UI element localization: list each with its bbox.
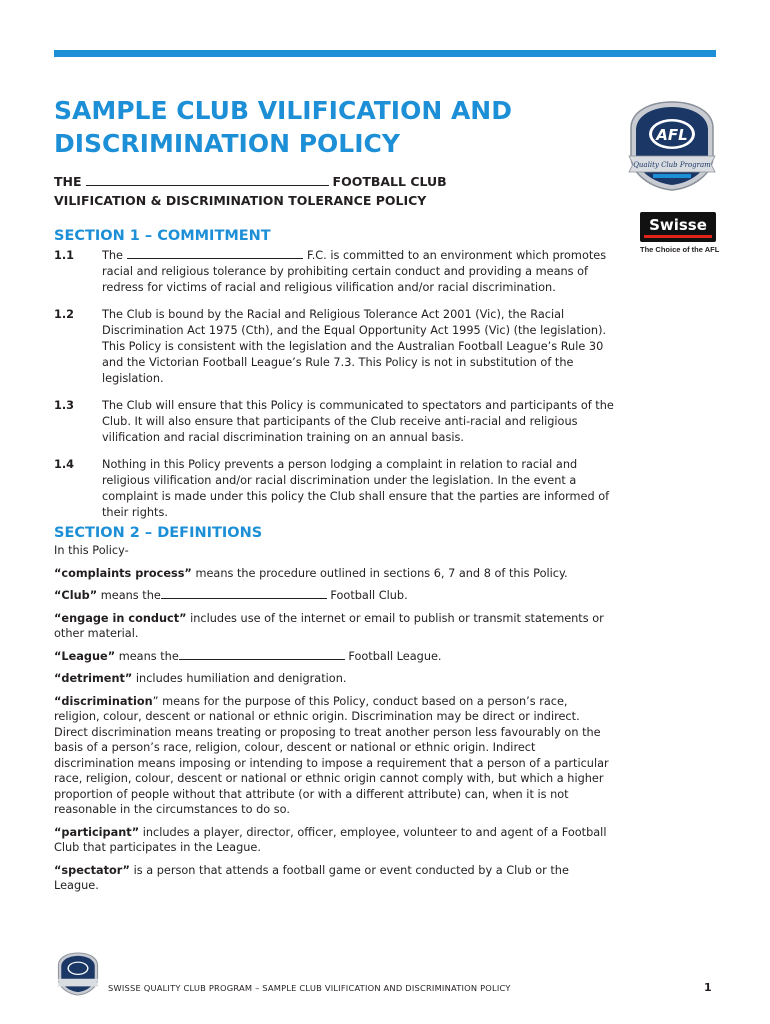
definition-league (54, 649, 614, 665)
definition-pre: means the (115, 649, 179, 663)
top-blue-rule (54, 50, 716, 57)
badge-ribbon-text: Quality Club Program (633, 161, 711, 169)
definition-text: includes a player, director, officer, employee, volunteer to and agent of a Football Club that participates in the League. (54, 825, 607, 854)
clause-body: F.C. is committed to an environment which promotes racial and religious tolerance by prohibiting certain conduct and providing a means of redress for victims of racial and religious vilification and/or racial discrimination. (102, 249, 607, 294)
definition-text: includes use of the internet or email to publish or transmit statements or other material. (54, 611, 604, 640)
afl-quality-club-badge (627, 100, 717, 192)
badge-afl-label: AFL (656, 126, 688, 144)
definition-text: Football Club. (326, 589, 408, 602)
clause-the: The (102, 249, 124, 262)
definition-spectator (54, 863, 614, 894)
definition-pre: means the (97, 589, 161, 602)
fc-name-blank (127, 257, 303, 259)
swisse-sponsor-logo (640, 212, 720, 254)
page-title (54, 94, 574, 160)
definitions-intro: In this Policy- (54, 544, 129, 557)
clause-number: 1.4 (54, 458, 75, 471)
subtitle-the: THE (54, 174, 82, 189)
policy-subtitle (54, 172, 614, 210)
definition-term: “discrimination (54, 694, 153, 708)
definition-term: “Club” (54, 589, 98, 602)
definition-complaints-process (54, 566, 614, 582)
clause-number: 1.3 (54, 399, 75, 412)
definition-term: “participant” (54, 825, 140, 839)
definition-text: includes humiliation and denigration. (132, 672, 347, 685)
clause-1-3 (54, 398, 614, 446)
footer-afl-badge (56, 952, 100, 996)
subtitle-football-club: FOOTBALL CLUB (332, 174, 447, 189)
definition-term: “detriment” (54, 672, 133, 685)
section-1-heading: SECTION 1 – COMMITMENT (54, 228, 271, 244)
clause-text: The Club is bound by the Racial and Religious Tolerance Act 2001 (Vic), the Racial Discrimination Act 1975 (Cth), and the Equal Opportunity Act 1995 (Vic) (the legislation). This Policy is consistent with the legislation and the Australian Football League’s Rule 30 and the Victorian Football League’s Rule 7.3. This Policy is not in substitution of the legislation. (102, 308, 607, 385)
definition-text: is a person that attends a football game or event conducted by a Club or the League. (54, 863, 569, 892)
definition-term: “League” (54, 649, 116, 663)
subtitle-line-2: VILIFICATION & DISCRIMINATION TOLERANCE POLICY (54, 193, 427, 208)
swisse-name: Swisse (649, 216, 707, 234)
league-blank (179, 658, 345, 660)
section-2-heading: SECTION 2 – DEFINITIONS (54, 525, 263, 541)
definition-engage-in-conduct (54, 611, 614, 642)
clause-number: 1.2 (54, 308, 75, 321)
definition-discrimination (54, 694, 614, 818)
definition-club (54, 588, 614, 604)
definition-text: ” means for the purpose of this Policy, conduct based on a person’s race, religion, colour, descent or national or ethnic origin. Discrimination may be direct or indirect. Direct discrimination means treating or proposing to treat another person less favourably on the basis of a person’s race, religion, colour, descent or national or ethnic origin. Indirect discrimination means imposing or intending to impose a requirement that a person of a particular race, religion, colour, descent or national or ethnic origin cannot comply with, but which a higher proportion of people without that attribute (or with a different attribute) can, when it is not reasonable in the circumstances to do so. (54, 694, 609, 816)
page-number: 1 (704, 981, 712, 994)
clause-1-1 (54, 248, 614, 296)
definition-detriment (54, 671, 614, 687)
club-blank (161, 597, 327, 599)
footer-text: SWISSE QUALITY CLUB PROGRAM – SAMPLE CLUB VILIFICATION AND DISCRIMINATION POLICY (108, 983, 511, 993)
definition-participant (54, 825, 614, 856)
definition-term: “complaints process” (54, 566, 192, 580)
club-name-blank (86, 184, 329, 186)
section-1-clauses (54, 248, 614, 532)
definition-term: “spectator” (54, 863, 130, 877)
clause-text (102, 248, 614, 296)
clause-1-2 (54, 307, 614, 387)
swisse-wordmark (640, 212, 716, 242)
definition-term: “engage in conduct” (54, 611, 187, 625)
definition-text: means the procedure outlined in sections 6, 7 and 8 of this Policy. (191, 566, 568, 580)
title-line-2: DISCRIMINATION POLICY (54, 129, 400, 158)
clause-1-4 (54, 457, 614, 521)
clause-number: 1.1 (54, 249, 75, 262)
swisse-red-bar (644, 235, 712, 238)
clause-text: Nothing in this Policy prevents a person lodging a complaint in relation to racial and religious vilification and/or racial discrimination under the legislation. In the event a complaint is made under this policy the Club shall ensure that the parties are informed of their rights. (102, 458, 610, 519)
clause-text: The Club will ensure that this Policy is communicated to spectators and participants of the Club. It will also ensure that participants of the Club receive anti-racial and religious vilification and racial discrimination training on an annual basis. (102, 399, 614, 444)
swisse-tagline: The Choice of the AFL (640, 245, 720, 254)
definition-text: Football League. (344, 649, 442, 663)
definitions-list (54, 543, 614, 901)
title-line-1: SAMPLE CLUB VILIFICATION AND (54, 96, 512, 125)
